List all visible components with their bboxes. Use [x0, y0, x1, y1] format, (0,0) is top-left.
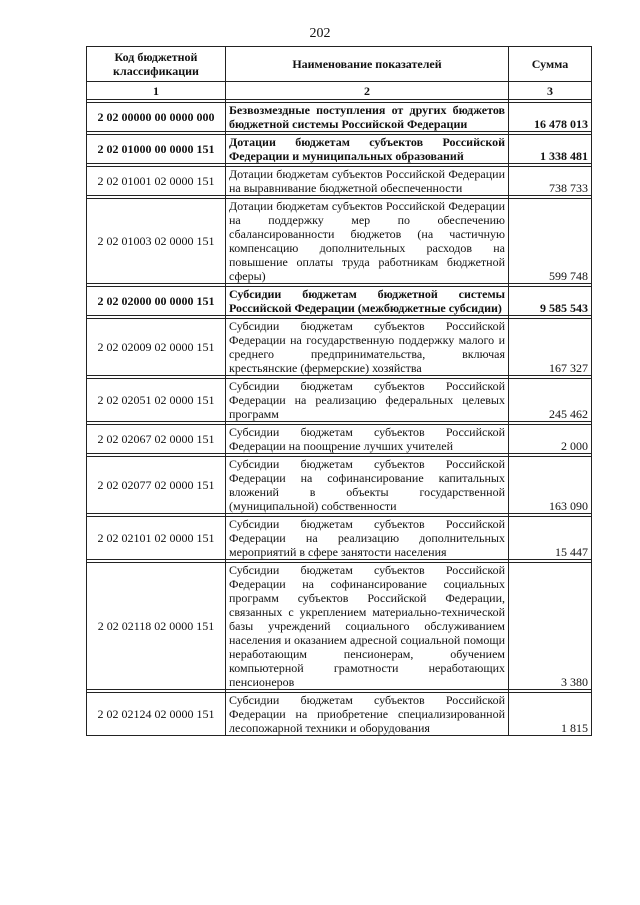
code-cell: 2 02 02000 00 0000 151 [87, 287, 226, 316]
name-cell: Субсидии бюджетам субъектов Российской Федерации на поощрение лучших учителей [226, 425, 509, 454]
code-cell: 2 02 02051 02 0000 151 [87, 379, 226, 422]
name-cell: Безвозмездные поступления от других бюджетов бюджетной системы Российской Федерации [226, 103, 509, 132]
sum-cell: 1 815 [509, 693, 592, 736]
table-row [87, 287, 592, 316]
sum-cell: 1 338 481 [509, 135, 592, 164]
code-cell: 2 02 02124 02 0000 151 [87, 693, 226, 736]
sum-cell: 16 478 013 [509, 103, 592, 132]
name-cell: Субсидии бюджетам субъектов Российской Федерации на приобретение специализированной лесопожарной техники и оборудования [226, 693, 509, 736]
code-cell: 2 02 02067 02 0000 151 [87, 425, 226, 454]
table-row [87, 135, 592, 164]
table-row [87, 103, 592, 132]
name-cell: Субсидии бюджетам субъектов Российской Федерации на софинансирование социальных программ субъектов Российской Федерации, связанных с укреплением материально-технической базы учреждений социального обслуживанием населения и оказанием адресной социальной помощи неработающим пенсионерам, обучением компьютерной грамотности неработающих пенсионеров [226, 563, 509, 690]
name-cell: Дотации бюджетам субъектов Российской Федерации на выравнивание бюджетной обеспеченности [226, 167, 509, 196]
sum-cell: 738 733 [509, 167, 592, 196]
header-name: Наименование показателей [226, 47, 509, 82]
sum-cell: 167 327 [509, 319, 592, 376]
table-row [87, 693, 592, 736]
name-cell: Субсидии бюджетам субъектов Российской Федерации на реализацию дополнительных мероприятий в сфере занятости населения [226, 517, 509, 560]
header-code: Код бюджетной классификации [87, 47, 226, 82]
sum-cell: 245 462 [509, 379, 592, 422]
name-cell: Дотации бюджетам субъектов Российской Федерации и муниципальных образований [226, 135, 509, 164]
table-row [87, 563, 592, 690]
name-cell: Субсидии бюджетам субъектов Российской Федерации на реализацию федеральных целевых программ [226, 379, 509, 422]
table-body [87, 100, 592, 736]
table-row [87, 199, 592, 284]
code-cell: 2 02 02118 02 0000 151 [87, 563, 226, 690]
table-row [87, 167, 592, 196]
code-cell: 2 02 01003 02 0000 151 [87, 199, 226, 284]
code-cell: 2 02 02009 02 0000 151 [87, 319, 226, 376]
header-sum: Сумма [509, 47, 592, 82]
sum-cell: 9 585 543 [509, 287, 592, 316]
table-row [87, 517, 592, 560]
table-row [87, 457, 592, 514]
table-row [87, 379, 592, 422]
name-cell: Субсидии бюджетам бюджетной системы Российской Федерации (межбюджетные субсидии) [226, 287, 509, 316]
code-cell: 2 02 00000 00 0000 000 [87, 103, 226, 132]
name-cell: Субсидии бюджетам субъектов Российской Федерации на государственную поддержку малого и среднего предпринимательства, включая крестьянские (фермерские) хозяйства [226, 319, 509, 376]
table-row [87, 319, 592, 376]
column-number: 2 [226, 82, 509, 100]
code-cell: 2 02 02101 02 0000 151 [87, 517, 226, 560]
column-number-row [87, 82, 592, 100]
page-number: 202 [309, 26, 331, 41]
code-cell: 2 02 02077 02 0000 151 [87, 457, 226, 514]
budget-table [86, 46, 592, 736]
table-row [87, 425, 592, 454]
sum-cell: 15 447 [509, 517, 592, 560]
name-cell: Дотации бюджетам субъектов Российской Федерации на поддержку мер по обеспечению сбалансированности бюджетов (на частичную компенсацию дополнительных расходов на повышение оплаты труда работникам бюджетной сферы) [226, 199, 509, 284]
sum-cell: 163 090 [509, 457, 592, 514]
column-number: 1 [87, 82, 226, 100]
sum-cell: 599 748 [509, 199, 592, 284]
name-cell: Субсидии бюджетам субъектов Российской Федерации на софинансирование капитальных вложений в объекты государственной (муниципальной) собственности [226, 457, 509, 514]
sum-cell: 2 000 [509, 425, 592, 454]
table-header-row [87, 47, 592, 82]
sum-cell: 3 380 [509, 563, 592, 690]
column-number: 3 [509, 82, 592, 100]
code-cell: 2 02 01001 02 0000 151 [87, 167, 226, 196]
code-cell: 2 02 01000 00 0000 151 [87, 135, 226, 164]
